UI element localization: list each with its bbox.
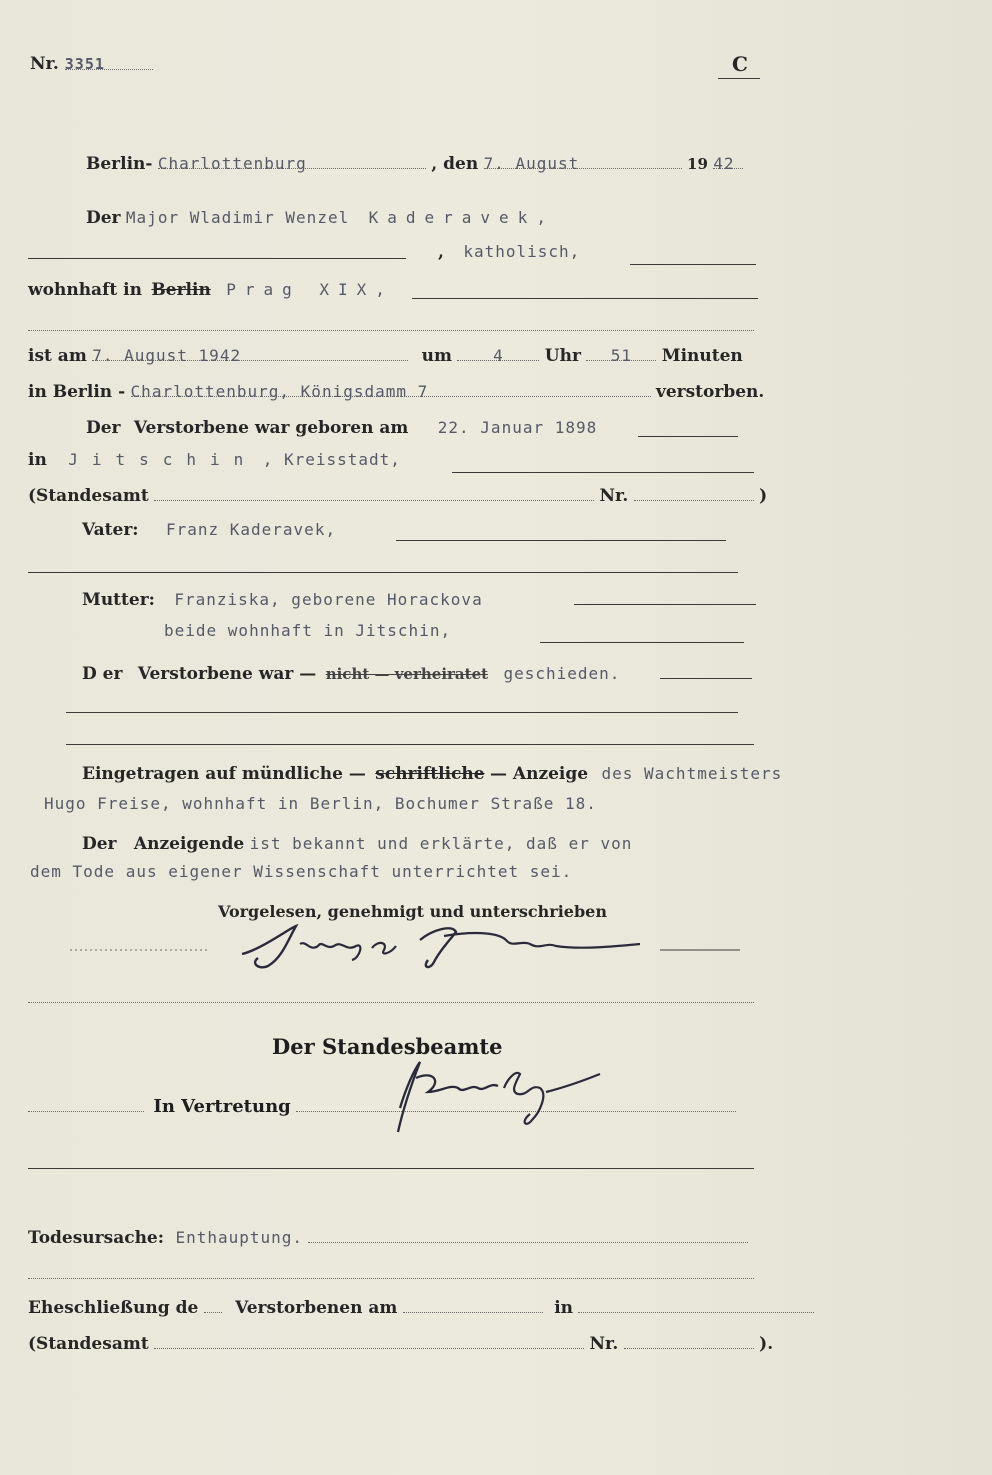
marriage-in: in bbox=[554, 1298, 574, 1318]
registrar-signature bbox=[380, 1048, 620, 1148]
read-approved-signed: Vorgelesen, genehmigt und unterschrieben bbox=[218, 902, 607, 921]
blank-line-1 bbox=[28, 258, 406, 259]
father-line bbox=[82, 520, 336, 540]
birth-rule bbox=[638, 436, 738, 437]
marriage-registry-line bbox=[28, 1334, 773, 1354]
year-suffix: 42 bbox=[713, 154, 743, 169]
marriage-registry-nr: Nr. bbox=[589, 1334, 619, 1354]
uhr-label: Uhr bbox=[544, 346, 581, 366]
cause-value: Enthauptung. bbox=[175, 1228, 304, 1247]
status-label: Verstorbene war — bbox=[137, 664, 317, 684]
der-prefix: Der bbox=[86, 208, 121, 228]
year-prefix: 19 bbox=[687, 155, 708, 173]
report-label-2: — Anzeige bbox=[489, 764, 589, 784]
place-date-line bbox=[86, 154, 743, 174]
blank-line-2 bbox=[630, 264, 756, 265]
birth-in-label: in bbox=[28, 450, 47, 470]
report-informant: Hugo Freise, wohnhaft in Berlin, Bochumer Straße 18. bbox=[44, 794, 597, 813]
minuten-label: Minuten bbox=[661, 346, 743, 366]
nr-value: 3351 bbox=[65, 55, 153, 70]
birth-label: Verstorbene war geboren am bbox=[133, 418, 409, 438]
official-rule bbox=[28, 1168, 754, 1169]
informant-signature bbox=[60, 910, 760, 980]
father-rule bbox=[396, 540, 726, 541]
parents-residence: beide wohnhaft in Jitschin, bbox=[164, 621, 452, 640]
status-rule bbox=[660, 678, 752, 679]
record-date: 7. August bbox=[484, 154, 682, 169]
marriage-registry-label: (Standesamt bbox=[28, 1334, 149, 1354]
religion-line: , katholisch, bbox=[438, 242, 581, 262]
birth-registry-nr: Nr. bbox=[599, 486, 629, 506]
verstorben-label: verstorben. bbox=[655, 382, 765, 402]
death-hour: 4 bbox=[457, 346, 539, 361]
deputy-label: In Vertretung bbox=[153, 1096, 291, 1117]
report-line-4 bbox=[30, 862, 572, 882]
cause-line bbox=[28, 1228, 748, 1248]
report-statement: ist bekannt und erklärte, daß er von bbox=[249, 834, 633, 853]
report-informant-title: des Wachtmeisters bbox=[601, 764, 783, 783]
death-place: Charlottenburg, Königsdamm 7 bbox=[131, 382, 651, 397]
birth-place-rule bbox=[452, 472, 754, 473]
mother-rule bbox=[574, 604, 756, 605]
cause-label: Todesursache: bbox=[28, 1228, 165, 1248]
birth-place-line bbox=[28, 450, 401, 470]
marriage-line bbox=[28, 1298, 814, 1318]
death-place-line bbox=[28, 382, 764, 402]
residence-rule bbox=[412, 298, 758, 299]
person-name: Major Wladimir Wenzel bbox=[125, 208, 350, 227]
birth-registry-line bbox=[28, 486, 767, 506]
mother-label: Mutter: bbox=[82, 590, 155, 610]
blank-dotted-1 bbox=[28, 330, 754, 331]
report-line-2 bbox=[44, 794, 597, 814]
report-statement-2: dem Tode aus eigener Wissenschaft unterrichtet sei. bbox=[30, 862, 573, 881]
birth-registry-label: (Standesamt bbox=[28, 486, 149, 506]
marriage-label-2: Verstorbenen am bbox=[235, 1298, 398, 1318]
death-date-line bbox=[28, 346, 743, 366]
report-struck: schriftliche bbox=[375, 764, 485, 784]
ist-am-label: ist am bbox=[28, 346, 87, 366]
parents-residence-rule bbox=[540, 642, 744, 643]
marriage-registry-close: ). bbox=[759, 1334, 774, 1354]
district: Charlottenburg bbox=[158, 154, 426, 169]
status-rule-2 bbox=[66, 712, 738, 713]
city-label: Berlin- bbox=[86, 154, 153, 174]
death-date: 7. August 1942 bbox=[92, 346, 408, 361]
person-line bbox=[86, 208, 555, 228]
marital-status-line bbox=[82, 664, 620, 684]
birth-place-rest: , Kreisstadt, bbox=[262, 450, 401, 469]
registrar-title: Der Standesbeamte bbox=[272, 1034, 503, 1059]
blank-dotted-3 bbox=[28, 1278, 754, 1279]
residence-line bbox=[28, 280, 394, 300]
marriage-label: Eheschließung de bbox=[28, 1298, 199, 1318]
blank-dotted-2 bbox=[28, 1002, 754, 1003]
father-name: Franz Kaderavek, bbox=[165, 520, 337, 539]
residence-value: Prag XIX, bbox=[226, 280, 394, 299]
parents-residence-line bbox=[164, 621, 451, 641]
den-label: , den bbox=[431, 154, 479, 174]
death-in-label: in Berlin - bbox=[28, 382, 126, 402]
report-line-3 bbox=[82, 834, 632, 854]
status-value: geschieden. bbox=[503, 664, 621, 683]
report-der: Der bbox=[82, 834, 117, 854]
birth-place-spaced: Jitschin bbox=[68, 450, 258, 469]
status-der: D er bbox=[82, 664, 123, 684]
residence-struck: Berlin bbox=[151, 280, 211, 300]
birth-date: 22. Januar 1898 bbox=[437, 418, 598, 437]
status-struck: nicht — verheiratet bbox=[325, 665, 489, 683]
record-number bbox=[30, 54, 153, 74]
nr-label: Nr. bbox=[30, 54, 59, 74]
mother-line bbox=[82, 590, 483, 610]
birth-registry-close: ) bbox=[759, 486, 768, 506]
death-minutes: 51 bbox=[586, 346, 656, 361]
person-surname: Kaderavek, bbox=[368, 208, 555, 227]
report-label: Eingetragen auf mündliche — bbox=[82, 764, 366, 784]
form-letter: C bbox=[732, 52, 748, 76]
father-rule-2 bbox=[28, 572, 738, 573]
birth-der: Der bbox=[86, 418, 121, 438]
um-label: um bbox=[421, 346, 452, 366]
report-line-1 bbox=[82, 764, 782, 784]
status-rule-3 bbox=[66, 744, 754, 745]
report-anzeigende: Anzeigende bbox=[133, 834, 245, 854]
residence-label: wohnhaft in bbox=[28, 280, 142, 300]
religion: katholisch, bbox=[463, 242, 581, 261]
father-label: Vater: bbox=[82, 520, 139, 540]
letter-underline bbox=[718, 78, 760, 79]
mother-name: Franziska, geborene Horackova bbox=[174, 590, 483, 609]
birth-date-line bbox=[86, 418, 597, 438]
